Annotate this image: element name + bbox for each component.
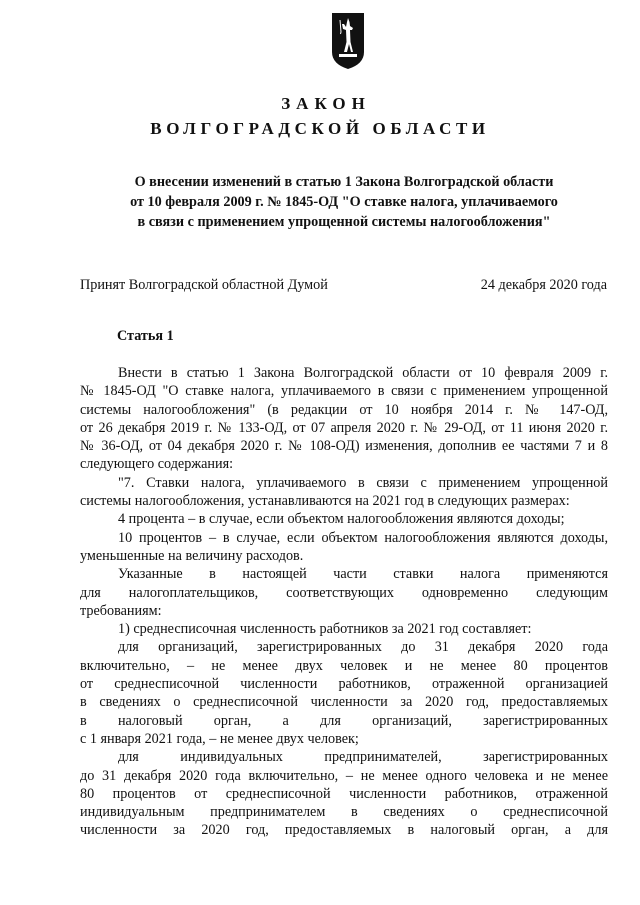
article-heading: Статья 1 <box>117 328 174 344</box>
body-line: уменьшенные на величину расходов. <box>80 547 304 564</box>
body-line: до 31 декабря 2020 года включительно, – не менее одного человека и не менее <box>80 767 608 784</box>
adopted-by: Принят Волгоградской областной Думой <box>80 277 328 293</box>
body-line: для организаций, зарегистрированных до 31 декабря 2020 года <box>118 639 608 656</box>
article-body <box>80 364 608 840</box>
coat-of-arms-icon <box>331 12 365 70</box>
body-line: для налогоплательщиков, соответствующих одновременно следующим <box>80 584 608 601</box>
law-title: ЗАКОН <box>281 94 371 113</box>
body-line: требованиям: <box>80 602 162 619</box>
body-line: системы налогообложения, устанавливаются на 2021 год в следующих размерах: <box>80 493 570 510</box>
body-line: в налоговый орган, а для организаций, зарегистрированных <box>80 712 608 729</box>
body-line: в сведениях о среднесписочной численности за 2020 год, предоставляемых <box>80 694 608 711</box>
body-line: с 1 января 2021 года, – не менее двух человек; <box>80 730 359 747</box>
body-line: "7. Ставки налога, уплачиваемого в связи с применением упрощенной <box>118 474 608 491</box>
adoption-date: 24 декабря 2020 года <box>480 277 607 293</box>
body-line: численности за 2020 год, предоставляемых в налоговый орган, а для <box>80 822 608 839</box>
body-line: 4 процента – в случае, если объектом налогообложения являются доходы; <box>118 511 565 528</box>
body-line: индивидуальным предпринимателем в сведениях о среднесписочной <box>80 804 608 821</box>
body-line: включительно, – не менее двух человек и не менее 80 процентов <box>80 657 608 674</box>
body-line: Указанные в настоящей части ставки налога применяются <box>118 566 608 583</box>
body-line: системы налогообложения" (в редакции от 10 ноября 2014 г. № 147-ОД, <box>80 401 608 418</box>
body-line: 80 процентов от среднесписочной численности работников, отраженной <box>80 785 608 802</box>
region-title: ВОЛГОГРАДСКОЙ ОБЛАСТИ <box>150 119 490 138</box>
body-line: от среднесписочной численности работников, отраженной организацией <box>80 676 608 693</box>
body-line: 1) среднесписочная численность работников за 2021 год составляет: <box>118 621 532 638</box>
subject-line: от 10 февраля 2009 г. № 1845-ОД "О ставке налога, уплачиваемого <box>130 194 558 210</box>
law-subject <box>80 172 608 232</box>
body-line: от 26 декабря 2019 г. № 133-ОД, от 07 апреля 2020 г. № 29-ОД, от 11 июня 2020 г. <box>80 419 608 436</box>
body-line: Внести в статью 1 Закона Волгоградской области от 10 февраля 2009 г. <box>118 365 608 381</box>
subject-line: О внесении изменений в статью 1 Закона Волгоградской области <box>134 174 554 190</box>
body-line: № 36-ОД, от 04 декабря 2020 г. № 108-ОД) изменения, дополнив ее частями 7 и 8 <box>80 438 608 455</box>
body-line: для индивидуальных предпринимателей, зарегистрированных <box>118 749 608 766</box>
body-line: следующего содержания: <box>80 456 234 473</box>
body-line: 10 процентов – в случае, если объектом налогообложения являются доходы, <box>118 529 608 546</box>
body-line: № 1845-ОД "О ставке налога, уплачиваемого в связи с применением упрощенной <box>80 383 608 400</box>
subject-line: в связи с применением упрощенной системы налогообложения" <box>137 214 551 230</box>
